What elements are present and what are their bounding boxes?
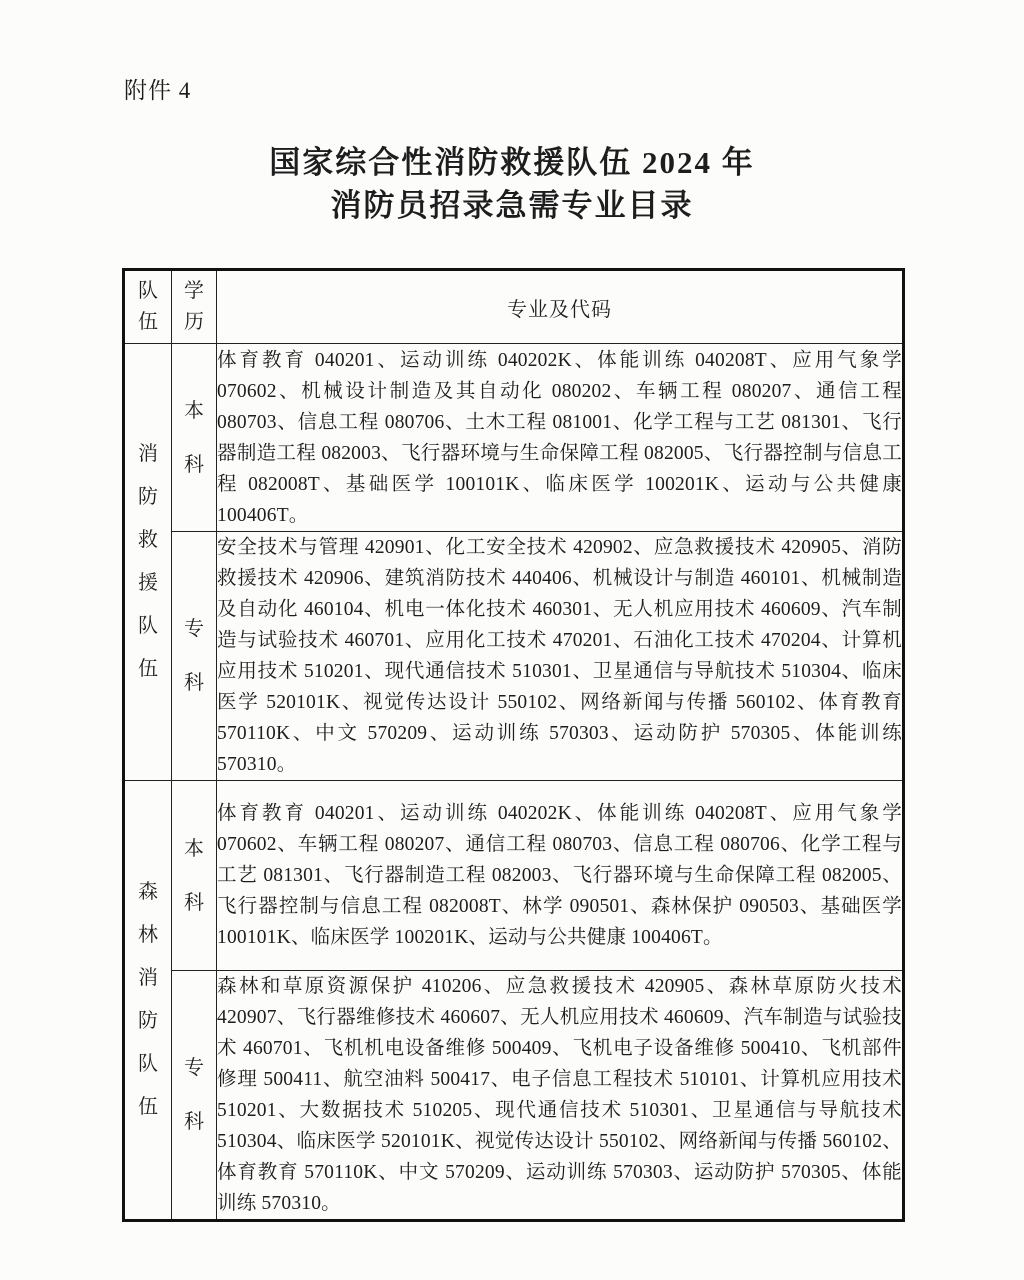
- header-education-label: 学历: [184, 280, 204, 333]
- table-row-fire-bachelor: [124, 344, 904, 532]
- majors-cell-forest-bachelor: 体育教育 040201、运动训练 040202K、体能训练 040208T、应用气象学 070602、车辆工程 080207、通信工程 080703、信息工程 080706、化学工程与工艺 081301、飞行器制造工程 082003、飞行器环境与生命保障工程 082005、飞行器控制与信息工程 082008T、林学 090501、森林保护 090503、基础医学 100101K、临床医学 100201K、运动与公共健康 100406T。: [217, 781, 904, 971]
- education-label-forest-associate: 专科: [184, 1057, 204, 1133]
- education-cell-fire-bachelor: [172, 344, 217, 532]
- education-label-fire-associate: 专科: [184, 618, 204, 694]
- education-label-forest-bachelor: 本科: [184, 837, 204, 914]
- team-cell-fire: [124, 344, 172, 781]
- majors-cell-fire-associate: 安全技术与管理 420901、化工安全技术 420902、应急救援技术 420905、消防救援技术 420906、建筑消防技术 440406、机械设计与制造 460101、机械制造及自动化 460104、机电一体化技术 460301、无人机应用技术 460609、汽车制造与试验技术 460701、应用化工技术 470201、石油化工技术 470204、计算机应用技术 510201、现代通信技术 510301、卫星通信与导航技术 510304、临床医学 520101K、视觉传达设计 550102、网络新闻与传播 560102、体育教育 570110K、中文 570209、运动训练 570303、运动防护 570305、体能训练 570310。: [217, 532, 904, 781]
- table-row-fire-associate: [124, 532, 904, 781]
- header-majors: 专业及代码: [217, 270, 904, 344]
- title-line-1: 国家综合性消防救援队伍 2024 年: [269, 145, 755, 180]
- majors-cell-fire-bachelor: 体育教育 040201、运动训练 040202K、体能训练 040208T、应用气象学 070602、机械设计制造及其自动化 080202、车辆工程 080207、通信工程 080703、信息工程 080706、土木工程 081001、化学工程与工艺 081301、飞行器制造工程 082003、飞行器环境与生命保障工程 082005、飞行器控制与信息工程 082008T、基础医学 100101K、临床医学 100201K、运动与公共健康 100406T。: [217, 344, 904, 532]
- table-header-row: [124, 270, 904, 344]
- document-title: [0, 142, 1024, 228]
- title-line-2: 消防员招录急需专业目录: [330, 187, 694, 223]
- team-cell-forest: [124, 781, 172, 1221]
- table-row-forest-associate: [124, 971, 904, 1221]
- table-row-forest-bachelor: [124, 781, 904, 971]
- attachment-label: 附件 4: [124, 78, 192, 103]
- education-cell-fire-associate: [172, 532, 217, 781]
- header-education: [172, 270, 217, 344]
- education-cell-forest-bachelor: [172, 781, 217, 971]
- education-cell-forest-associate: [172, 971, 217, 1221]
- team-label-forest: 森林消防队伍: [138, 881, 158, 1118]
- header-team-label: 队伍: [138, 280, 158, 333]
- education-label-fire-bachelor: 本科: [184, 399, 204, 476]
- majors-cell-forest-associate: 森林和草原资源保护 410206、应急救援技术 420905、森林草原防火技术 420907、飞行器维修技术 460607、无人机应用技术 460609、汽车制造与试验技术 460701、飞机机电设备维修 500409、飞机电子设备维修 500410、飞机部件修理 500411、航空油料 500417、电子信息工程技术 510101、计算机应用技术 510201、大数据技术 510205、现代通信技术 510301、卫星通信与导航技术 510304、临床医学 520101K、视觉传达设计 550102、网络新闻与传播 560102、体育教育 570110K、中文 570209、运动训练 570303、运动防护 570305、体能训练 570310。: [217, 971, 904, 1221]
- team-label-fire: 消防救援队伍: [138, 443, 158, 680]
- header-team: [124, 270, 172, 344]
- majors-table: [122, 268, 905, 1222]
